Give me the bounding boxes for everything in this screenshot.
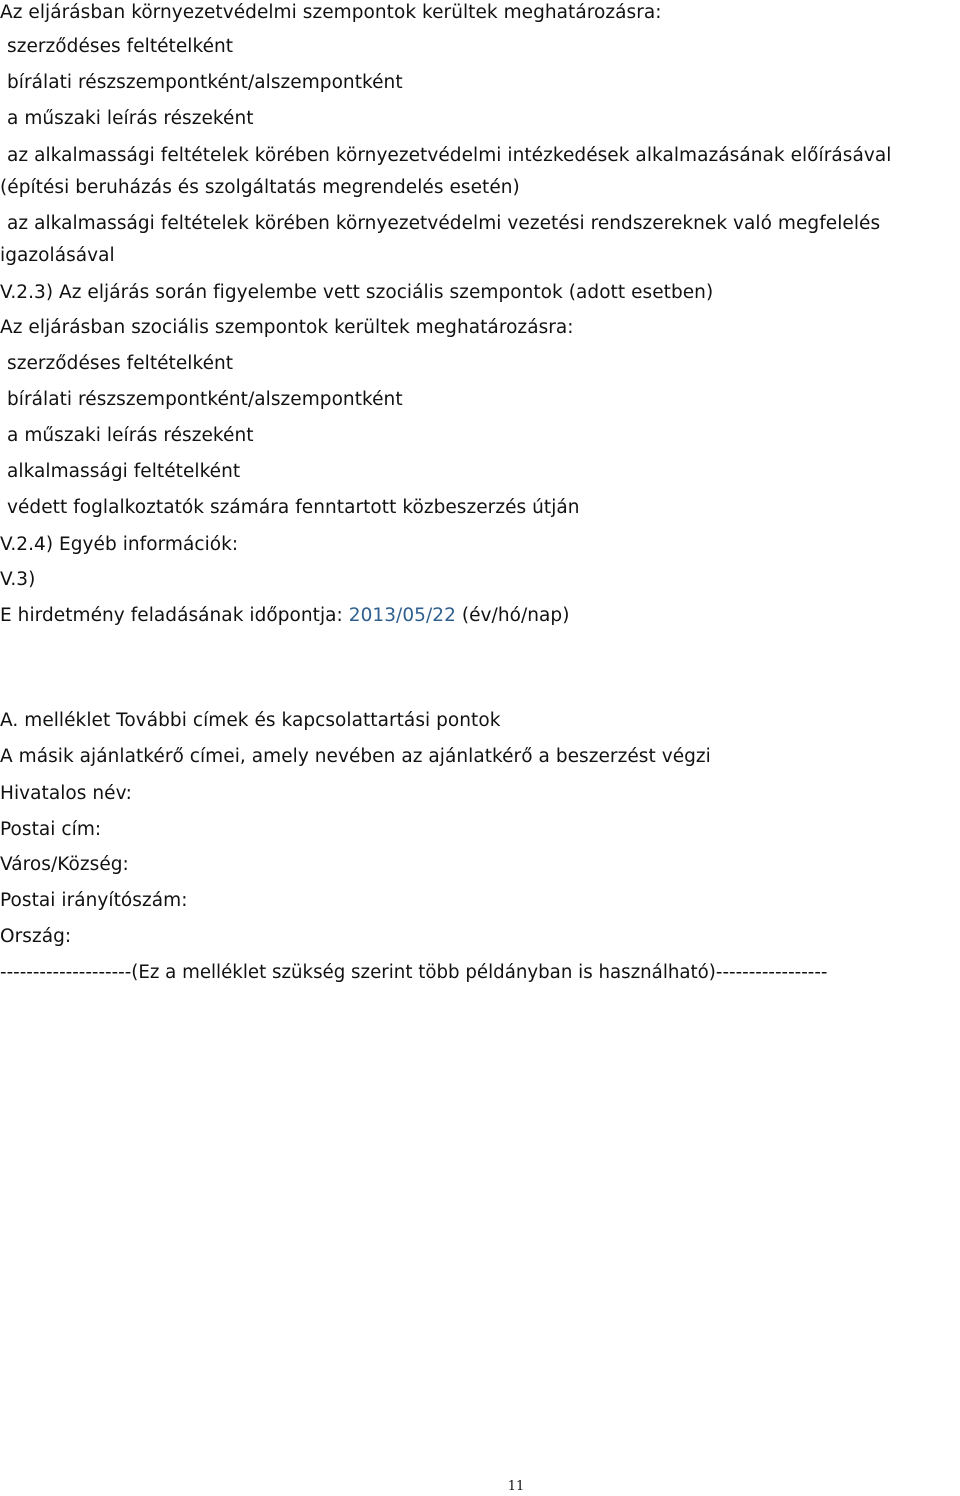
social-item-evaluation: bírálati részszempontként/alszempontként [7,389,403,410]
env-item-technical: a műszaki leírás részeként [7,108,254,129]
env-item-evaluation: bírálati részszempontként/alszempontként [7,72,403,93]
field-city: Város/Község: [0,854,129,875]
field-country: Ország: [0,926,72,947]
dispatch-date-line [0,603,569,629]
section-v-2-3: V.2.3) Az eljárás során figyelembe vett szociális szempontok (adott esetben) [0,282,714,303]
annex-subtitle: A másik ajánlatkérő címei, amely nevében az ajánlatkérő a beszerzést végzi [0,746,711,767]
annex-separator: --------------------(Ez a melléklet szükség szerint több példányban is használható)----------------- [0,962,828,983]
env-item-contract: szerződéses feltételként [7,36,234,57]
social-item-protected-employers: védett foglalkoztatók számára fenntartott közbeszerzés útján [7,497,580,518]
field-postal-code: Postai irányítószám: [0,890,188,911]
env-item-suitability-measures: az alkalmassági feltételek körében környezetvédelmi intézkedések alkalmazásának előírásával [7,145,892,166]
social-item-technical: a műszaki leírás részeként [7,425,254,446]
section-v-2-4: V.2.4) Egyéb információk: [0,534,239,555]
social-item-contract: szerződéses feltételként [7,353,234,374]
social-item-suitability: alkalmassági feltételként [7,461,241,482]
env-item-suitability-measures-cont: (építési beruházás és szolgáltatás megrendelés esetén) [0,177,520,198]
env-item-suitability-systems: az alkalmassági feltételek körében környezetvédelmi vezetési rendszereknek való megfelelés [7,213,881,234]
dispatch-date-value: 2013/05/22 [348,605,456,626]
section-v-3: V.3) [0,569,36,590]
dispatch-date-label: E hirdetmény feladásának időpontja: [0,605,349,626]
dispatch-date-format: (év/hó/nap) [455,605,570,626]
env-item-suitability-systems-cont: igazolásával [0,245,115,266]
field-postal-address: Postai cím: [0,819,102,840]
env-heading: Az eljárásban környezetvédelmi szempontok kerültek meghatározásra: [0,2,662,23]
page-number: 11 [507,1479,525,1494]
annex-title: A. melléklet További címek és kapcsolattartási pontok [0,710,501,731]
field-official-name: Hivatalos név: [0,783,132,804]
social-heading: Az eljárásban szociális szempontok kerültek meghatározásra: [0,317,574,338]
